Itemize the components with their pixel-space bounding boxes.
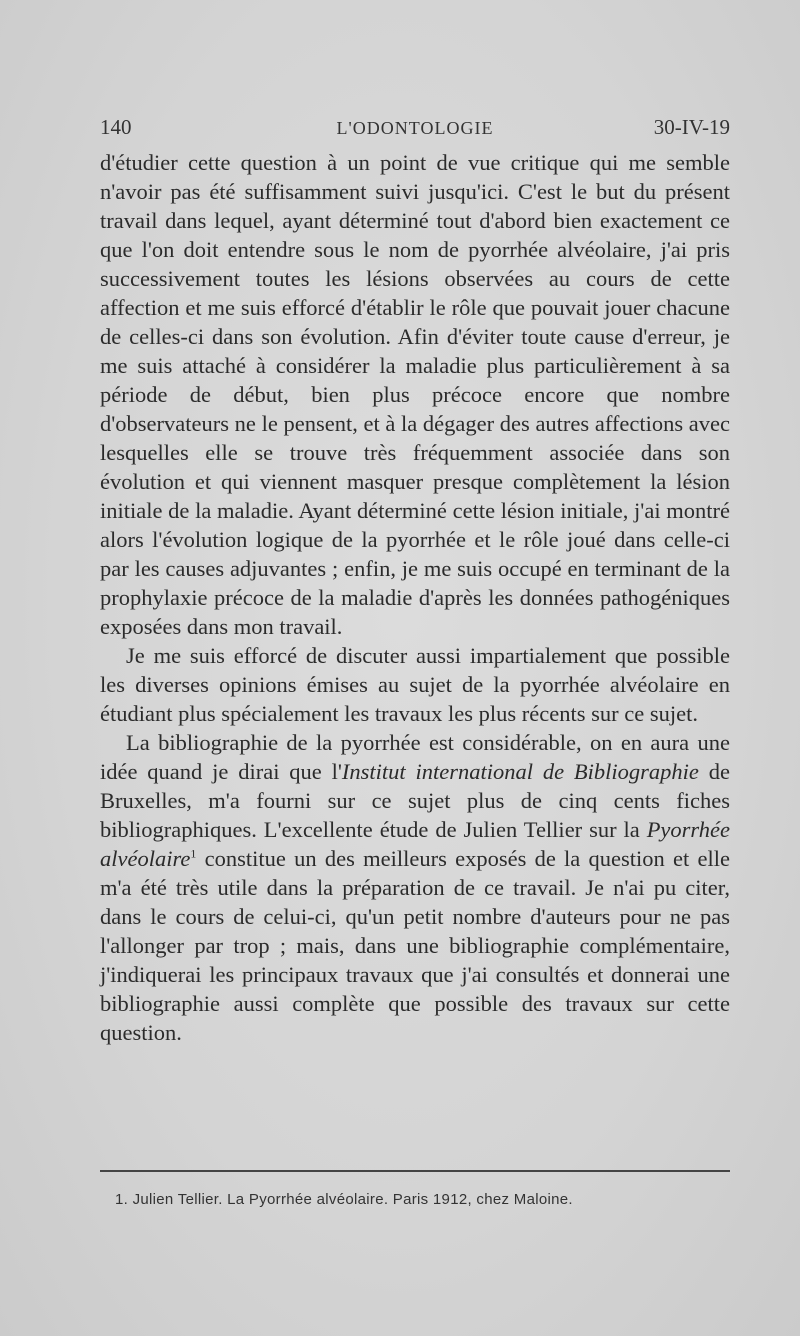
footnote: 1. Julien Tellier. La Pyorrhée alvéolaire. Paris 1912, chez Maloine. [115,1191,573,1208]
body-text [100,148,730,1047]
paragraph-3-text-a: La bibliographie de la pyorrhée est considérable, on en aura une idée quand je dirai que l' [100,730,730,784]
page-number: 140 [100,115,132,139]
paragraph-3-text-c: constitue un des meilleurs exposés de la question et elle m'a été très utile dans la préparation de ce travail. Je n'ai pu citer, dans le cours de celui-ci, qu'un petit nombre d'auteurs pour ne pas l'allonger par trop ; mais, dans une bibliographie complémentaire, j'indiquerai les principaux travaux que j'ai consultés et donnerai une bibliographie aussi complète que possible des travaux sur cette question. [100,846,730,1045]
running-header [100,115,730,145]
issue-date: 30-IV-19 [653,115,730,139]
footnote-divider [100,1170,730,1172]
running-title: L'ODONTOLOGIE [336,118,494,138]
paragraph-3-text-b: de Bruxelles, m'a fourni sur ce sujet plus de cinq cents fiches bibliographiques. L'excellente étude de Julien Tellier sur la [100,759,730,842]
paragraph-3 [100,728,730,1047]
paragraph-1: d'étudier cette question à un point de vue critique qui me semble n'avoir pas été suffisamment suivi jusqu'ici. C'est le but du présent travail dans lequel, ayant déterminé tout d'abord bien exactement ce que l'on doit entendre sous le nom de pyorrhée alvéolaire, j'ai pris successivement toutes les lésions observées au cours de cette affection et me suis efforcé d'établir le rôle que pouvait jouer chacune de celles-ci dans son évolution. Afin d'éviter toute cause d'erreur, je me suis attaché à considérer la maladie plus particulièrement à sa période de début, bien plus précoce encore que nombre d'observateurs ne le pensent, et à la dégager des autres affections avec lesquelles elle se trouve très fréquemment associée dans son évolution et qui viennent masquer presque complètement la lésion initiale de la maladie. Ayant déterminé cette lésion initiale, j'ai montré alors l'évolution logique de la pyorrhée et le rôle joué dans celle-ci par les causes adjuvantes ; enfin, je me suis occupé en terminant de la prophylaxie précoce de la maladie d'après les données pathogéniques exposées dans mon travail. [100,150,730,639]
institute-name: Institut international de Bibliographie [341,759,699,784]
cited-work-title: Pyorrhée alvéolaire [100,817,730,871]
footnote-marker: 1 [190,846,197,861]
paragraph-2: Je me suis efforcé de discuter aussi impartialement que possible les diverses opinions émises au sujet de la pyorrhée alvéolaire en étudiant plus spécialement les travaux les plus récents sur ce sujet. [100,643,730,726]
